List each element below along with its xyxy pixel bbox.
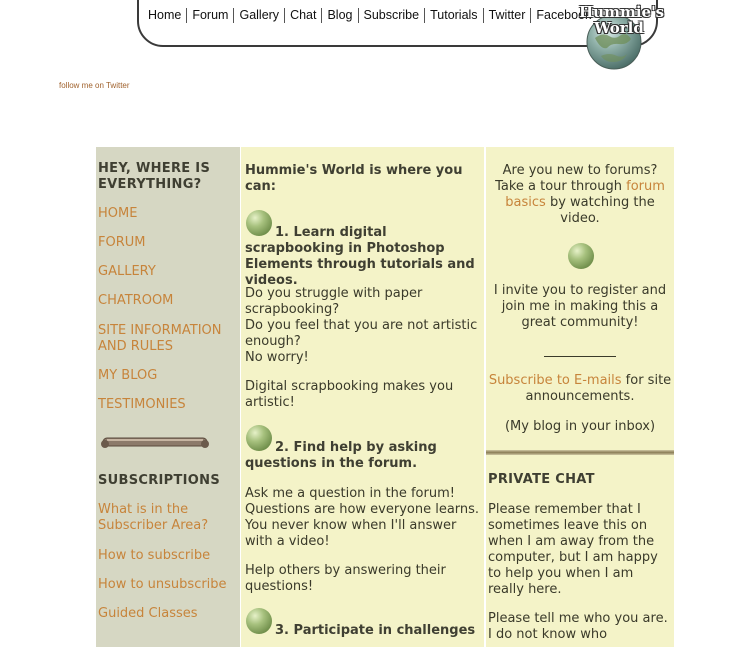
logo-line1: Hummie's (579, 3, 665, 21)
site-logo[interactable] (579, 0, 665, 70)
item1-text-2: Do you feel that you are not artistic enough? (245, 318, 478, 349)
private-chat-text-1: Please remember that I sometimes leave this on when I am away from the computer, but I am happy to help you when I am really here. (488, 502, 658, 597)
new-forums-outro: by watching the video. (549, 195, 655, 226)
sidebar-link-how-subscribe[interactable]: How to subscribe (98, 548, 211, 563)
private-chat-text-2: Please tell me who you are. I do not know who (488, 611, 668, 642)
nav-blog[interactable]: Blog (322, 8, 358, 23)
item3-heading: 3. Participate in challenges (275, 623, 476, 638)
item2-heading: 2. Find help by asking questions in the forum. (245, 440, 437, 471)
nav-tutorials[interactable]: Tutorials (425, 8, 483, 23)
twitter-follow-link[interactable]: follow me on Twitter (59, 81, 130, 90)
logo-text (579, 3, 665, 37)
sidebar-link-chatroom[interactable]: CHATROOM (98, 293, 174, 308)
right-column (486, 147, 674, 647)
ribbon-divider-icon (99, 433, 211, 453)
sidebar-link-guided-classes[interactable]: Guided Classes (98, 606, 198, 621)
green-bullet-icon (568, 243, 594, 269)
sidebar-link-forum[interactable]: FORUM (98, 235, 146, 250)
invite-text: I invite you to register and join me in making this a great community! (493, 283, 667, 330)
subscribe-emails-link[interactable]: Subscribe to E-mails (488, 373, 622, 388)
intro-heading: Hummie's World is where you can: (245, 163, 463, 194)
item1-text-1: Do you struggle with paper scrapbooking? (245, 286, 423, 317)
item2-text-1: Ask me a question in the forum! Questions are how everyone learns. You never know when I'll answer with a video! (245, 486, 480, 549)
nav-facebook[interactable]: Facebook (536, 8, 592, 22)
nav-forum[interactable]: Forum (187, 8, 234, 23)
nav-home[interactable]: Home (143, 8, 187, 23)
nav-chat[interactable]: Chat (285, 8, 322, 23)
subscribe-note (488, 373, 672, 405)
sidebar-link-how-unsubscribe[interactable]: How to unsubscribe (98, 577, 227, 592)
sidebar-link-site-info[interactable]: SITE INFORMATION AND RULES (98, 323, 222, 354)
subscribe-rest-text: for site announcements. (525, 373, 672, 404)
item1-text-3: No worry! (245, 350, 309, 365)
nav-twitter[interactable]: Twitter (484, 8, 532, 23)
sidebar-heading: HEY, WHERE IS EVERYTHING? (98, 161, 211, 192)
sidebar-link-testimonies[interactable]: TESTIMONIES (98, 397, 186, 412)
new-to-forums-text (488, 163, 672, 227)
main-content (241, 147, 484, 647)
logo-line2: World (594, 19, 644, 37)
new-forums-intro: Are you new to forums? Take a tour through (495, 163, 658, 194)
sidebar-link-gallery[interactable]: GALLERY (98, 264, 156, 279)
sidebar-link-blog[interactable]: MY BLOG (98, 368, 158, 383)
sidebar-link-subscriber-area[interactable]: What is in the Subscriber Area? (98, 502, 209, 533)
item1-heading: 1. Learn digital scrapbooking in Photoshop Elements through tutorials and videos. (245, 225, 475, 288)
nav-subscribe[interactable]: Subscribe (359, 8, 426, 23)
ribbon-separator (486, 450, 674, 455)
nav-menu (143, 8, 596, 23)
private-chat-heading: PRIVATE CHAT (488, 472, 595, 487)
subscriptions-heading: SUBSCRIPTIONS (98, 473, 221, 488)
nav-gallery[interactable]: Gallery (234, 8, 285, 23)
blog-inbox-note: (My blog in your inbox) (504, 419, 656, 434)
item1-text-4: Digital scrapbooking makes you artistic! (245, 379, 454, 410)
sidebar-link-home[interactable]: HOME (98, 206, 138, 221)
sidebar (96, 147, 240, 647)
divider-line (544, 356, 616, 357)
item2-text-2: Help others by answering their questions! (245, 563, 446, 594)
forum-basics-link[interactable]: forum basics (505, 179, 665, 210)
